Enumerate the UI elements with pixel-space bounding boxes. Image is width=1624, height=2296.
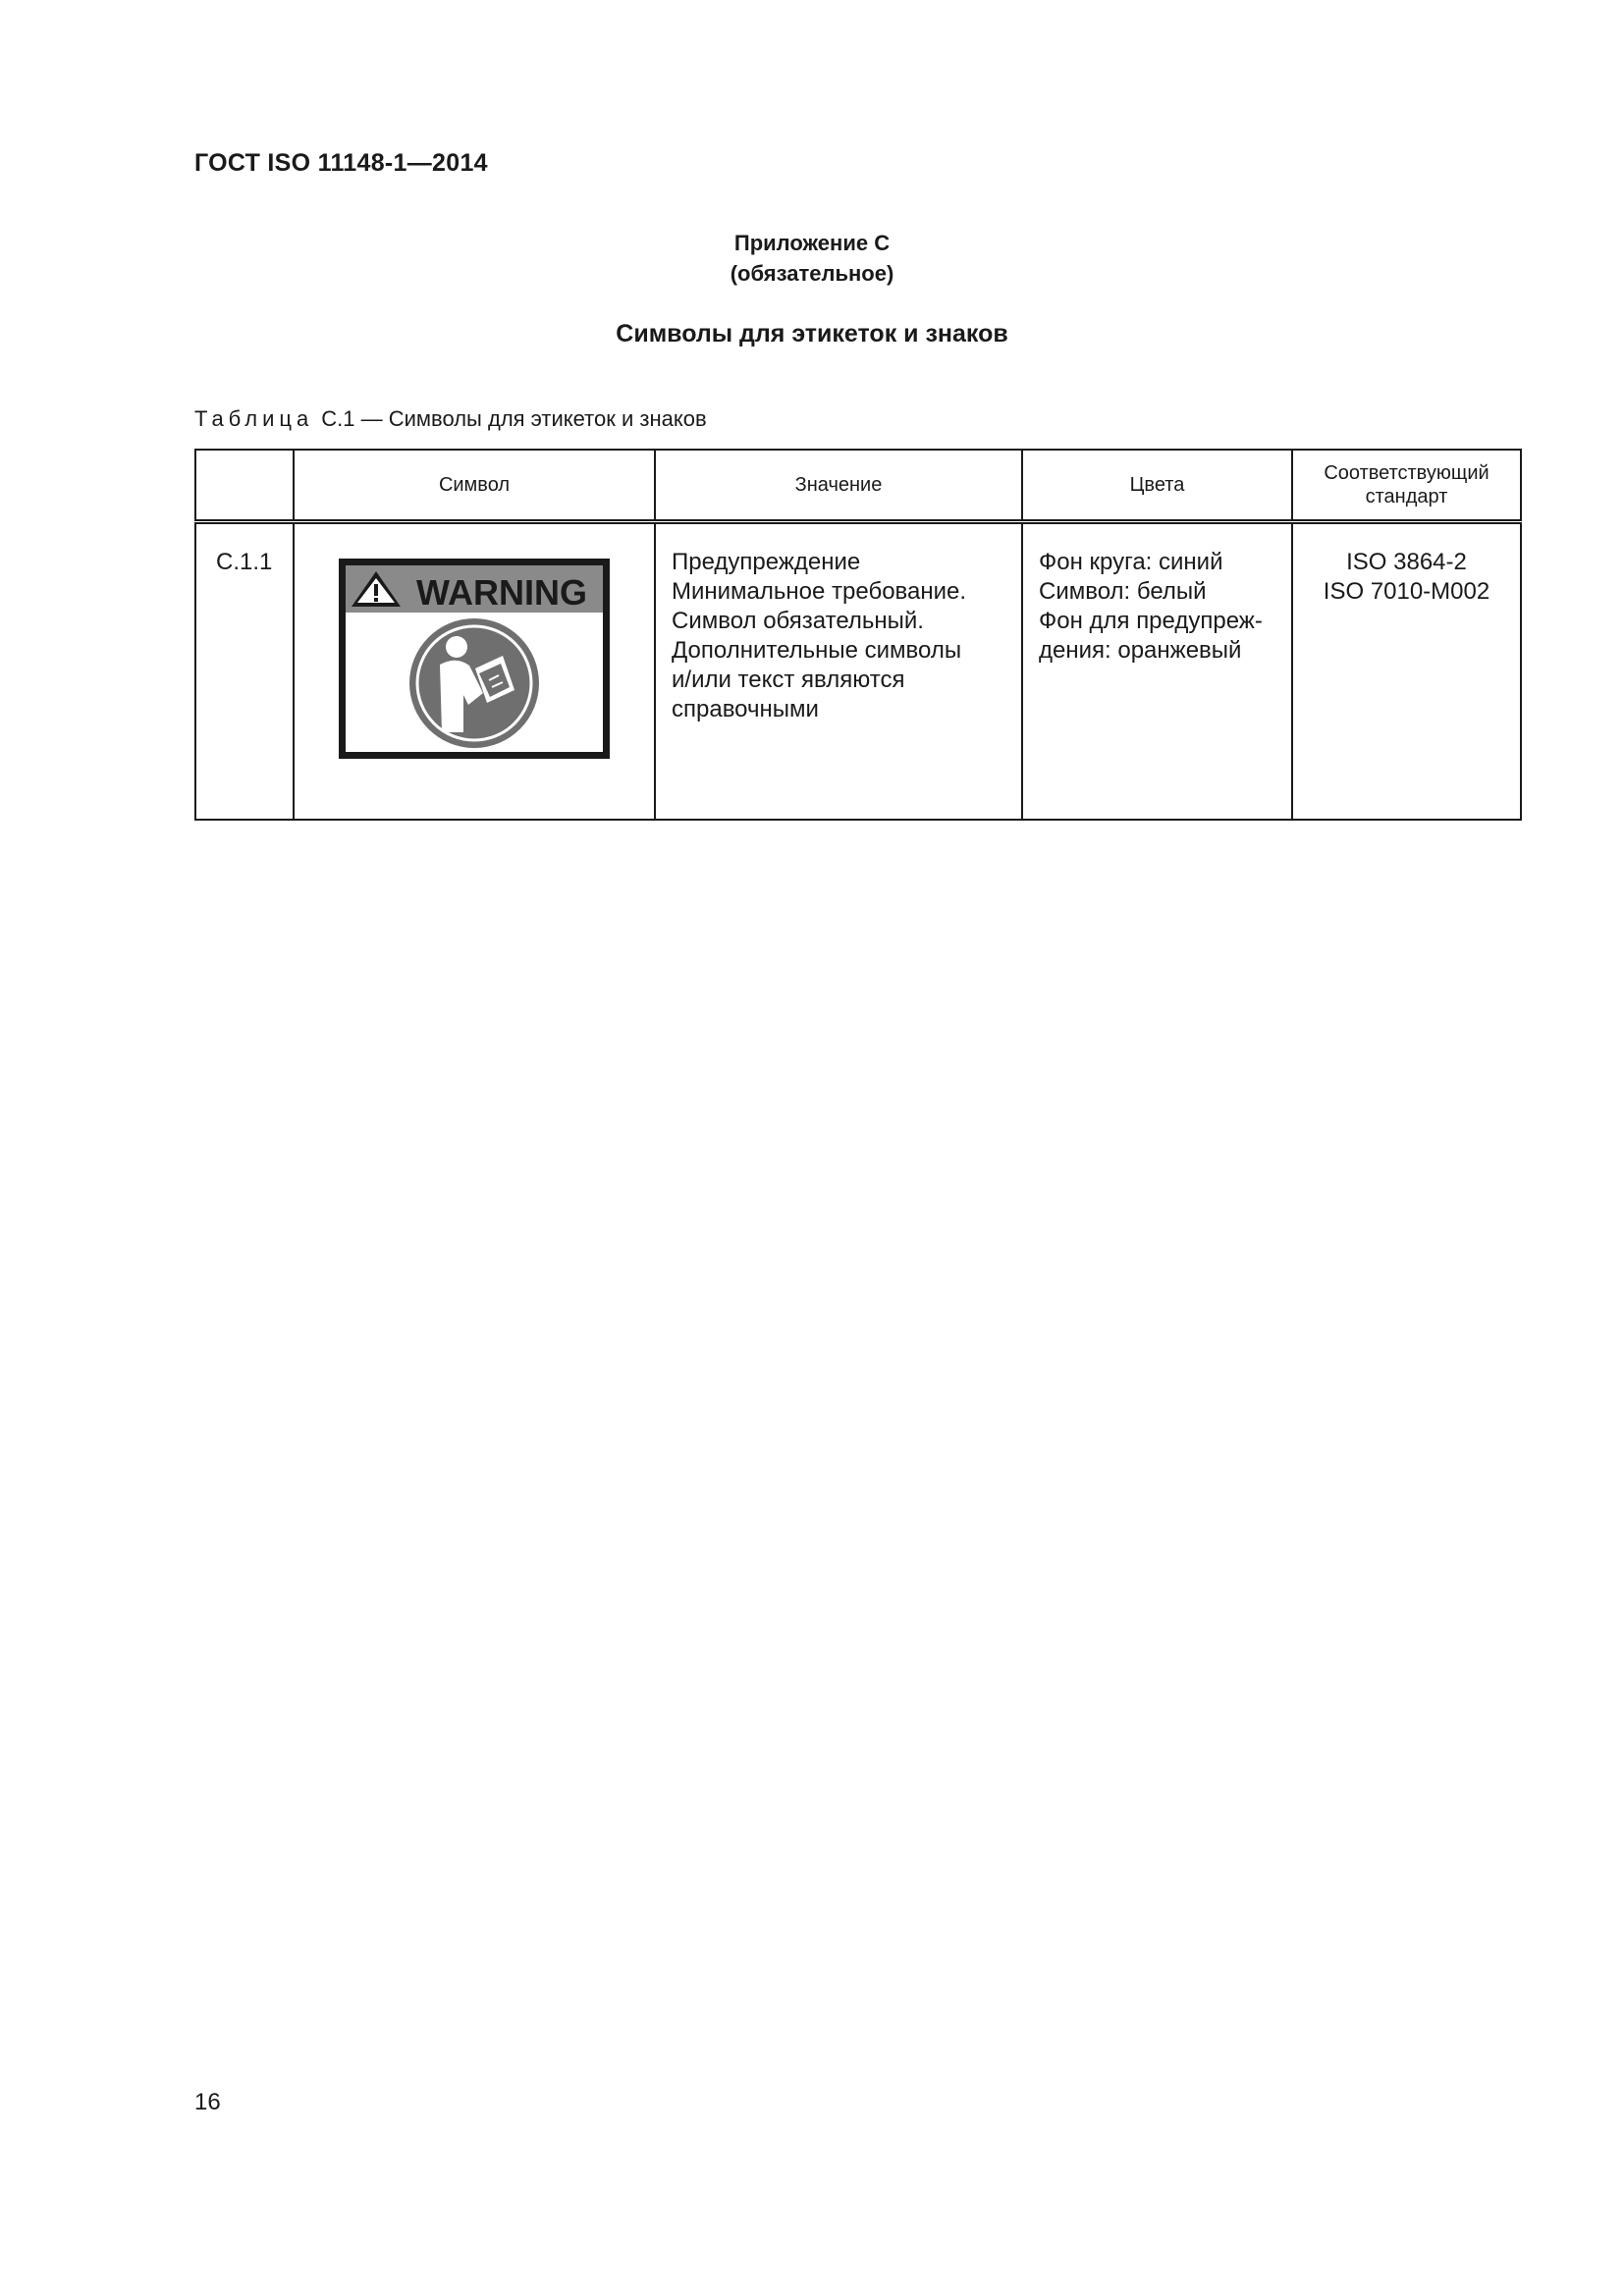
section-title: Символы для этикеток и знаков bbox=[616, 320, 1008, 347]
column-header-standard bbox=[1292, 450, 1521, 522]
color-line: дения: оранжевый bbox=[1039, 637, 1242, 664]
table-caption-text: С.1 — Символы для этикеток и знаков bbox=[321, 406, 707, 431]
warning-read-manual-icon bbox=[338, 558, 611, 760]
document-header: ГОСТ ISO 11148-1—2014 bbox=[194, 149, 488, 177]
meaning-line: Символ обязательный. bbox=[672, 608, 924, 634]
symbol-cell bbox=[294, 522, 655, 821]
appendix-heading bbox=[0, 228, 1624, 289]
table-caption-prefix: Таблица bbox=[194, 406, 314, 431]
meaning-line: и/или текст являются bbox=[672, 667, 905, 693]
color-line: Символ: белый bbox=[1039, 578, 1207, 605]
meaning-cell bbox=[655, 522, 1022, 821]
appendix-status: (обязательное) bbox=[730, 261, 894, 286]
column-header-standard-text: Соответствующий стандарт bbox=[1324, 462, 1489, 507]
color-line: Фон для предупреж- bbox=[1039, 608, 1263, 634]
standard-line: ISO 7010-M002 bbox=[1323, 578, 1490, 605]
standard-cell bbox=[1292, 522, 1521, 821]
table-caption bbox=[194, 406, 707, 432]
table-row bbox=[195, 522, 1521, 821]
standard-line: ISO 3864-2 bbox=[1346, 549, 1467, 575]
column-header-colors: Цвета bbox=[1022, 450, 1292, 522]
meaning-line: Дополнительные символы bbox=[672, 637, 962, 664]
appendix-title: Приложение С bbox=[733, 231, 891, 255]
color-line: Фон круга: синий bbox=[1039, 549, 1223, 575]
warning-banner-text: WARNING bbox=[416, 572, 587, 613]
meaning-line: Предупреждение bbox=[672, 549, 861, 575]
colors-cell bbox=[1022, 522, 1292, 821]
symbols-table bbox=[194, 449, 1522, 821]
table-header-row bbox=[195, 450, 1521, 522]
meaning-line: Минимальное требование. bbox=[672, 578, 967, 605]
read-manual-icon bbox=[409, 618, 539, 748]
column-header-symbol: Символ bbox=[294, 450, 655, 522]
meaning-line: справочными bbox=[672, 696, 819, 722]
column-header-meaning: Значение bbox=[655, 450, 1022, 522]
page-number: 16 bbox=[194, 2089, 221, 2115]
row-code: С.1.1 bbox=[195, 522, 294, 821]
column-header-code bbox=[195, 450, 294, 522]
